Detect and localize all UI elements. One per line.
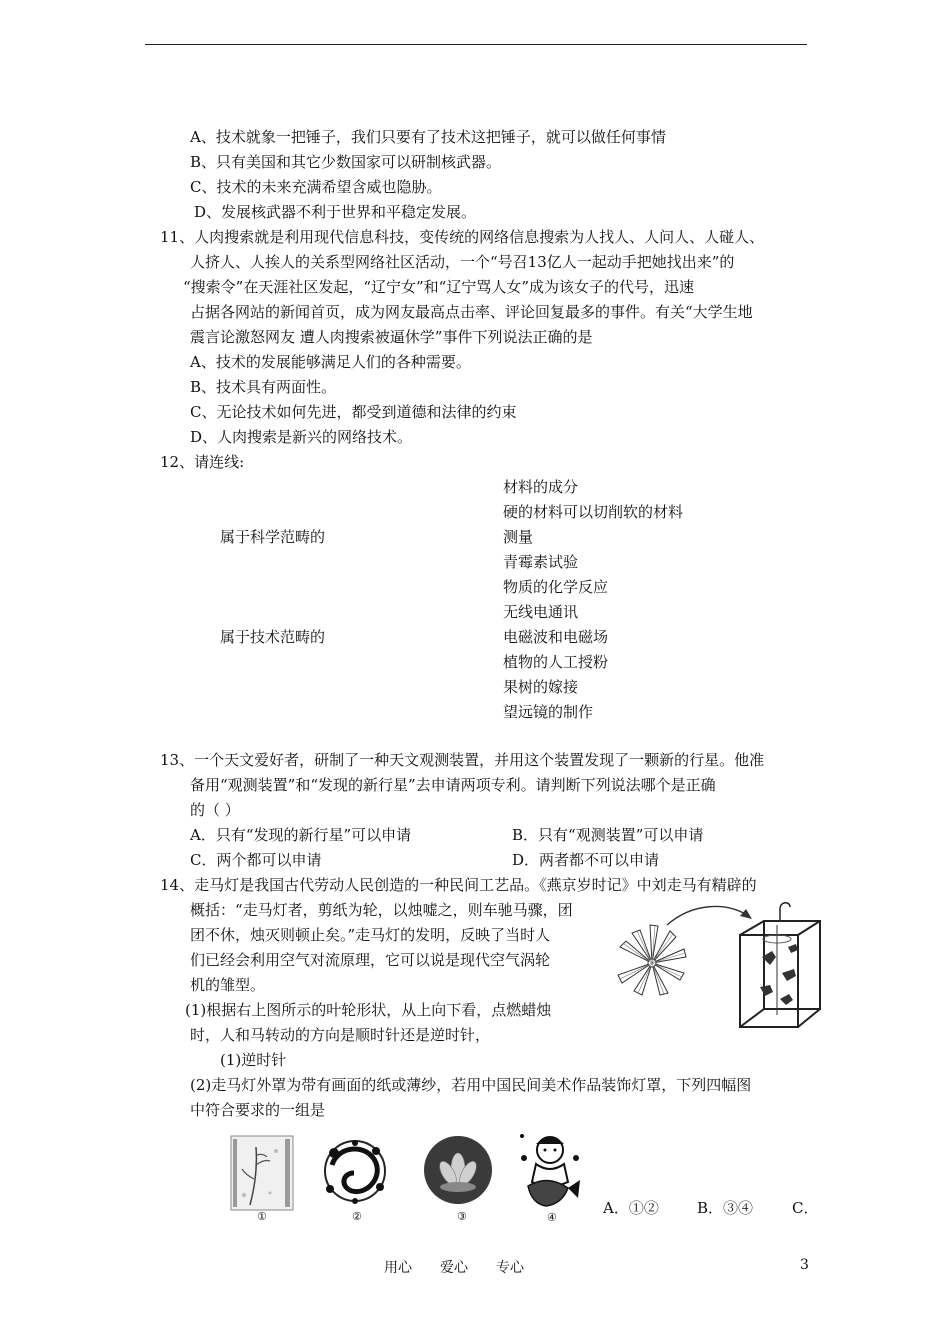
q11-option-b: B、技术具有两面性。: [190, 378, 337, 396]
q14-option-c: C．: [792, 1199, 819, 1217]
q14-line-2: 概括：“走马灯者，剪纸为轮，以烛嘘之，则车驰马骤，团: [190, 901, 573, 919]
q10-option-c: C、技术的未来充满希望含威也隐胁。: [190, 178, 442, 196]
q11-line-3: “搜索令”在天涯社区发起，“辽宁女”和“辽宁骂人女”成为该女子的代号，迅速: [183, 278, 695, 296]
q11-line-4: 占据各网站的新闻首页，成为网友最高点击率、评论回复最多的事件。有关“大学生地: [190, 303, 753, 321]
q14-sub2-line-2: 中符合要求的一组是: [190, 1101, 326, 1119]
q14-sub1-line-1: (1)根据右上图所示的叶轮形状，从上向下看，点燃蜡烛: [185, 1001, 552, 1019]
page-number: 3: [800, 1257, 809, 1273]
q12-item: 青霉素试验: [503, 553, 579, 571]
q11-line-1: 11、人肉搜索就是利用现代信息科技，变传统的网络信息搜索为人找人、人问人、人碰人、: [160, 228, 765, 246]
revolving-lantern-illustration: [612, 895, 826, 1035]
folk-art-thumbnail-2-dragon: [318, 1135, 392, 1207]
footer-motto: 用心 爱心 专心: [384, 1260, 524, 1276]
q13-option-c: C．两个都可以申请: [190, 851, 322, 869]
header-rule: [145, 44, 807, 45]
q12-item: 物质的化学反应: [503, 578, 609, 596]
q13-option-d: D．两者都不可以申请: [512, 851, 660, 869]
q12-item: 测量: [503, 528, 534, 546]
q13-line-1: 13、一个天文爱好者，研制了一种天文观测装置，并用这个装置发现了一颗新的行星。他准: [160, 751, 765, 769]
q11-line-2: 人挤人、人挨人的关系型网络社区活动，一个“号召13亿人一起动手把她找出来”的: [190, 253, 735, 271]
q13-option-a: A．只有“发现的新行星”可以申请: [190, 826, 412, 844]
q11-option-a: A、技术的发展能够满足人们的各种需要。: [190, 353, 471, 371]
thumbnail-label: ④: [547, 1211, 557, 1224]
folk-art-thumbnail-3-lotus: [420, 1133, 496, 1207]
q11-option-d: D、人肉搜索是新兴的网络技术。: [190, 428, 413, 446]
thumbnail-label: ②: [352, 1210, 362, 1223]
q14-sub2-line-1: (2)走马灯外罩为带有画面的纸或薄纱，若用中国民间美术作品装饰灯罩，下列四幅图: [190, 1076, 752, 1094]
folk-art-thumbnail-1-painting: [230, 1135, 294, 1211]
q10-option-b: B、只有美国和其它少数国家可以研制核武器。: [190, 153, 502, 171]
q12-item: 望远镜的制作: [503, 703, 594, 721]
q12-title: 12、请连线:: [160, 453, 245, 471]
q13-line-2: 备用“观测装置”和“发现的新行星”去申请两项专利。请判断下列说法哪个是正确: [190, 776, 716, 794]
q14-sub1-line-2: 时，人和马转动的方向是顺时针还是逆时针，: [190, 1026, 491, 1044]
q14-line-3: 团不休，烛灭则顿止矣。”走马灯的发明，反映了当时人: [190, 926, 551, 944]
thumbnail-label: ①: [257, 1210, 267, 1223]
folk-art-thumbnail-4-child-with-fish: [514, 1128, 588, 1212]
q12-item: 硬的材料可以切削软的材料: [503, 503, 684, 521]
q12-left-science: 属于科学范畴的: [220, 528, 326, 546]
q11-line-5: 震言论激怒网友 遭人肉搜索被逼休学”事件下列说法正确的是: [190, 328, 593, 346]
q12-item: 植物的人工授粉: [503, 653, 609, 671]
q13-line-3: 的（ ）: [190, 801, 240, 819]
q10-option-a: A、技术就象一把锤子，我们只要有了技术这把锤子，就可以做任何事情: [190, 128, 666, 146]
q14-line-1: 14、走马灯是我国古代劳动人民创造的一种民间工艺品。《燕京岁时记》中刘走马有精辟的: [160, 876, 757, 894]
q14-line-4: 们已经会利用空气对流原理，它可以说是现代空气涡轮: [190, 951, 551, 969]
thumbnail-label: ③: [457, 1210, 467, 1223]
q12-item: 果树的嫁接: [503, 678, 579, 696]
q12-item: 无线电通讯: [503, 603, 579, 621]
q14-line-5: 机的雏型。: [190, 976, 266, 994]
q10-option-d: D、发展核武器不利于世界和平稳定发展。: [194, 203, 477, 221]
q12-item: 材料的成分: [503, 478, 579, 496]
q14-sub1-answer: (1)逆时针: [220, 1051, 287, 1069]
q11-option-c: C、无论技术如何先进，都受到道德和法律的约束: [190, 403, 517, 421]
q13-option-b: B．只有“观测装置”可以申请: [512, 826, 704, 844]
q14-option-b: B．③④: [697, 1199, 754, 1217]
q12-item: 电磁波和电磁场: [503, 628, 609, 646]
q12-left-technology: 属于技术范畴的: [220, 628, 326, 646]
q14-option-a: A．①②: [603, 1199, 659, 1217]
